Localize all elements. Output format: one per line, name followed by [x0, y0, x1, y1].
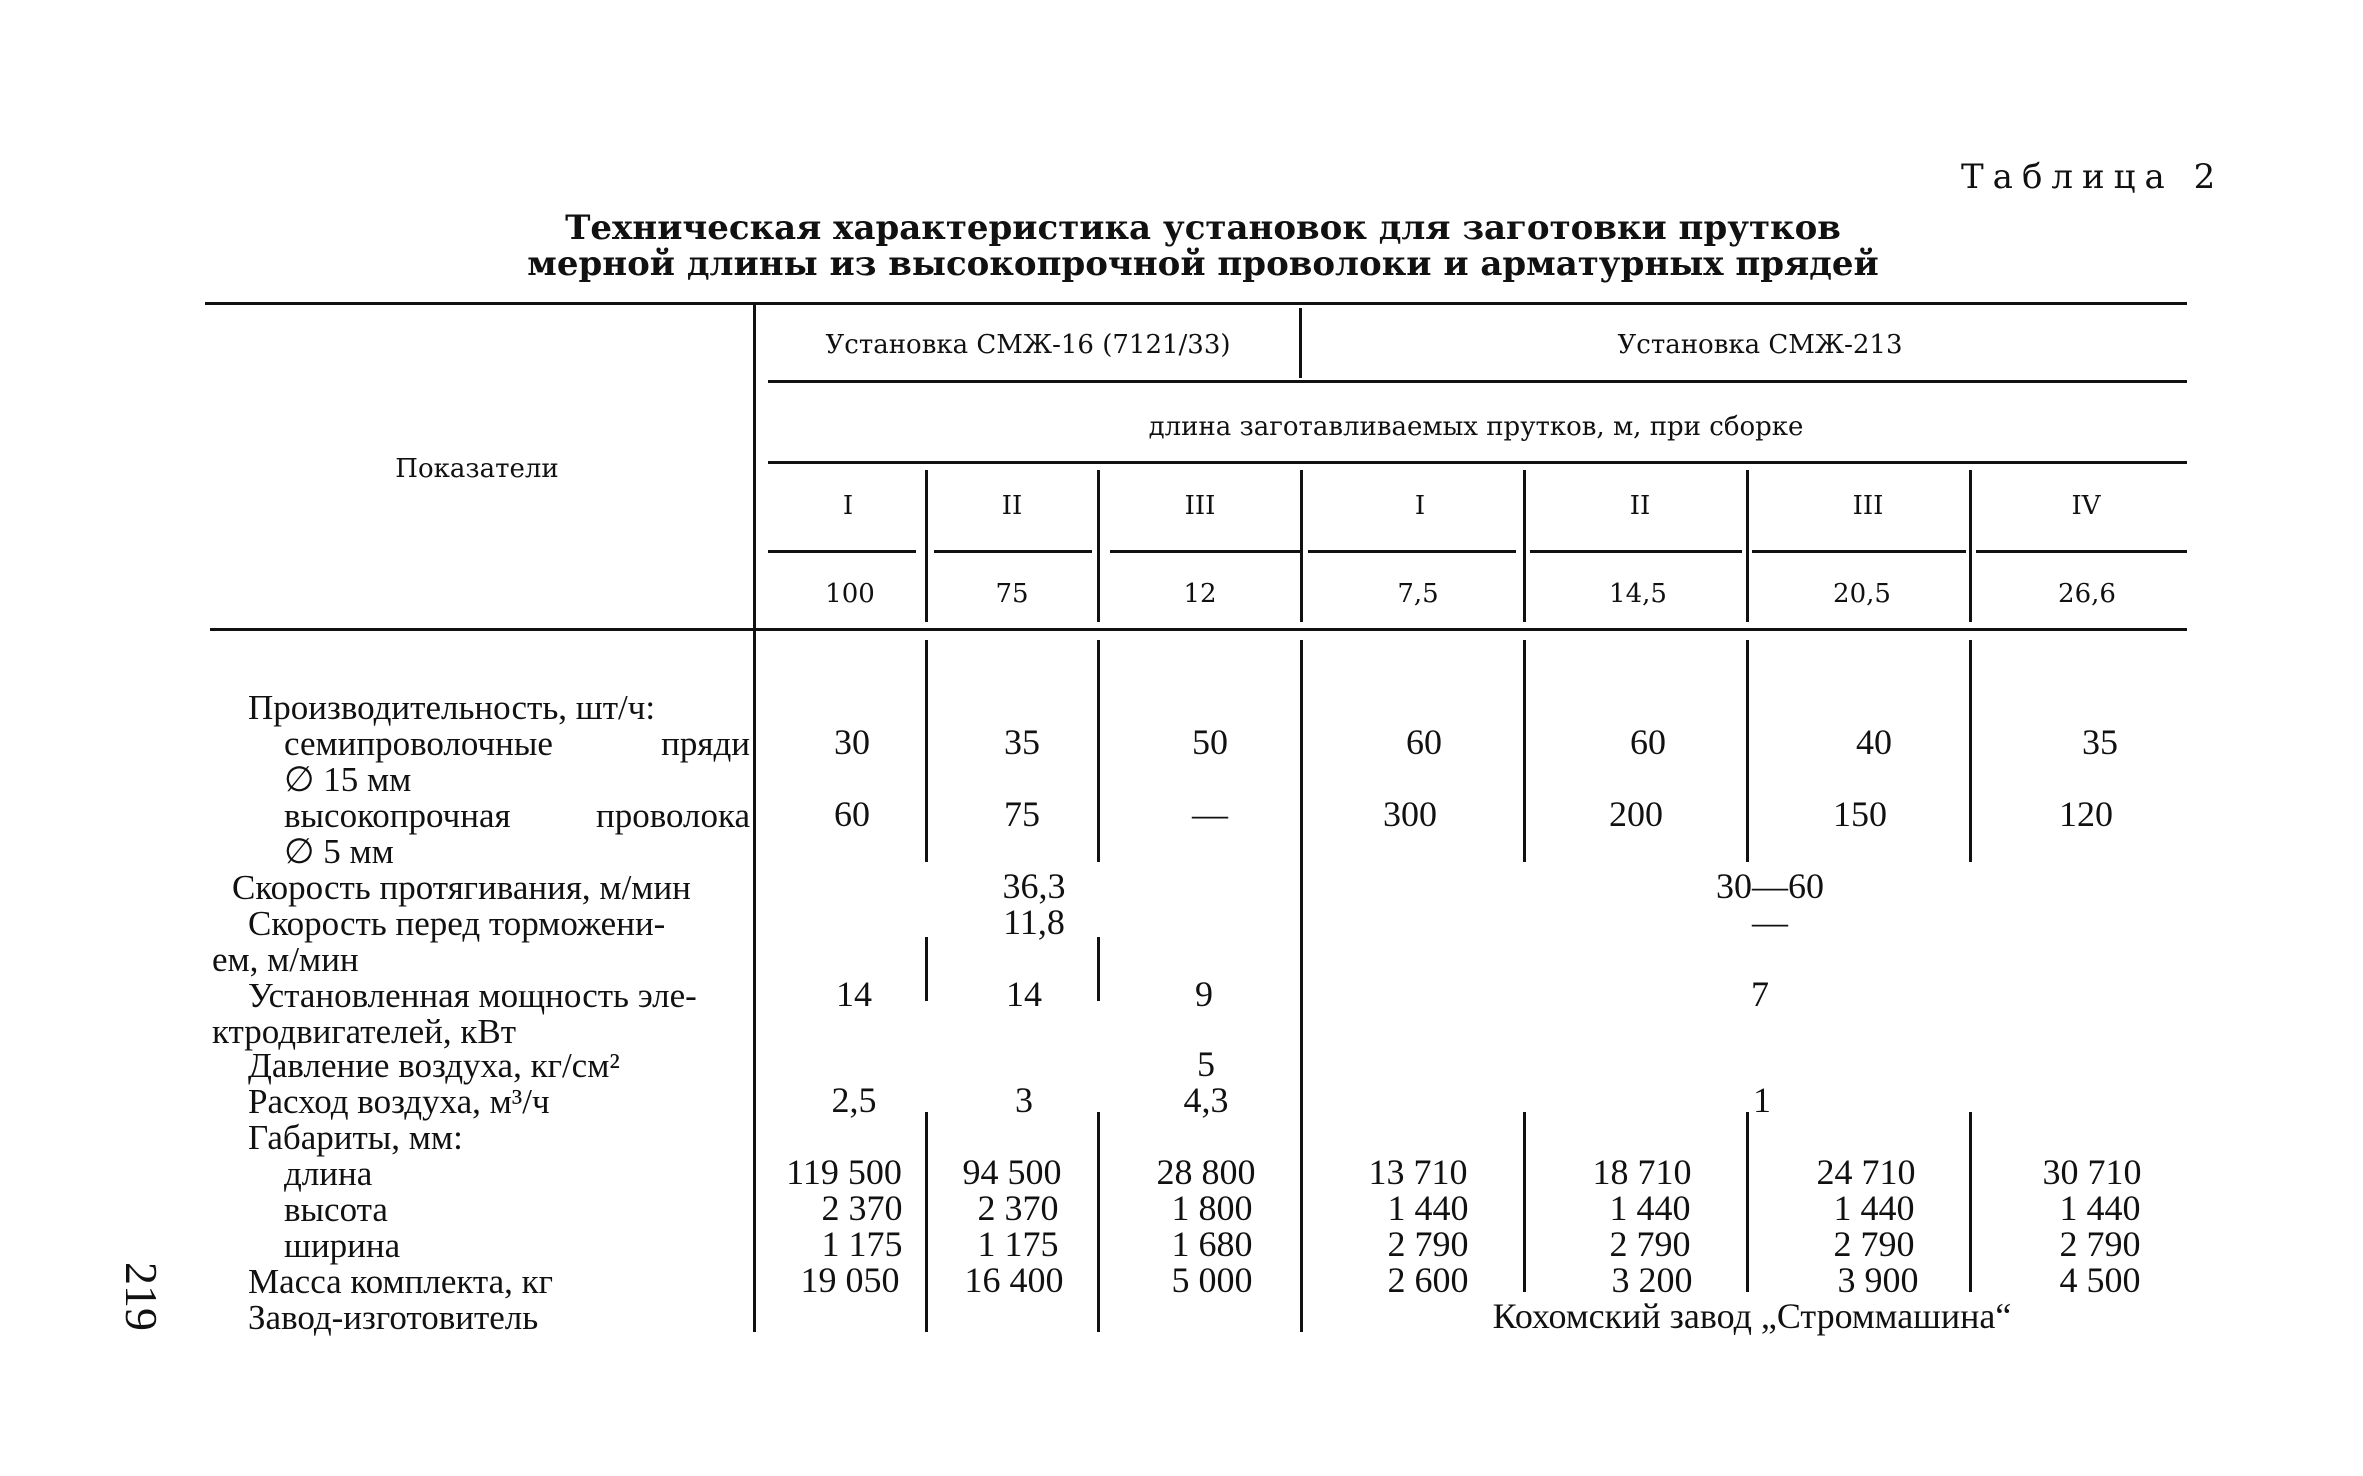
factory-label: Завод-изготовитель	[248, 1298, 539, 1337]
air-flow-smzh213: 1	[1753, 1080, 1771, 1120]
width-dim-value: 2 790	[1387, 1224, 1469, 1264]
length-dim-value: 94 500	[962, 1152, 1062, 1192]
length-value: 20,5	[1833, 579, 1891, 609]
body-divider-5-bot	[1746, 1112, 1749, 1292]
mass-value: 19 050	[800, 1260, 900, 1300]
length-row-label: длина	[284, 1154, 373, 1193]
length-value: 14,5	[1609, 579, 1667, 609]
mass-value: 3 900	[1837, 1260, 1919, 1300]
brake-speed-label-cont: ем, м/мин	[212, 940, 359, 979]
strand-label-end: пряди	[661, 724, 750, 763]
air-pressure-label: Давление воздуха, кг/см²	[248, 1046, 620, 1085]
air-flow-value: 4,3	[1183, 1080, 1229, 1120]
wire-value: 60	[834, 794, 870, 834]
length-dim-value: 119 500	[786, 1152, 902, 1192]
height-dim-value: 1 440	[1387, 1188, 1469, 1228]
air-pressure-value: 5	[1197, 1044, 1215, 1084]
body-divider-2-bot	[1097, 1112, 1100, 1332]
mass-label: Масса комплекта, кг	[248, 1262, 554, 1301]
width-dim-value: 2 790	[1609, 1224, 1691, 1264]
assembly-header: II	[1629, 491, 1651, 521]
length-dim-value: 13 710	[1368, 1152, 1468, 1192]
wire-value: 75	[1004, 794, 1040, 834]
mass-value: 5 000	[1171, 1260, 1253, 1300]
brake-speed-smzh213: —	[1752, 902, 1788, 942]
header-bottom-rule	[210, 628, 2187, 631]
wire-diameter-label: ∅ 5 мм	[284, 832, 394, 871]
brake-speed-smzh16: 11,8	[1003, 902, 1065, 942]
factory-value: Кохомский завод „Строммашина“	[1492, 1296, 2012, 1336]
width-dim-value: 1 175	[821, 1224, 903, 1264]
assembly-header: IV	[2071, 491, 2101, 521]
air-flow-label: Расход воздуха, м³/ч	[248, 1082, 550, 1121]
length-value: 100	[825, 579, 875, 609]
length-value: 75	[995, 579, 1029, 609]
header-divider-3	[1300, 470, 1303, 622]
height-row-label: высота	[284, 1190, 388, 1229]
length-dim-value: 18 710	[1592, 1152, 1692, 1192]
strand-value: 60	[1630, 722, 1666, 762]
strand-value: 50	[1192, 722, 1228, 762]
assembly-rule-6	[1752, 550, 1966, 553]
height-dim-value: 1 800	[1171, 1188, 1253, 1228]
assembly-rule-7	[1976, 550, 2187, 553]
length-subheader: длина заготавливаемых прутков, м, при сборке	[1148, 412, 1804, 442]
length-value: 26,6	[2058, 579, 2116, 609]
power-value: 14	[836, 974, 872, 1014]
group-divider-header	[1299, 308, 1302, 378]
length-dim-value: 24 710	[1816, 1152, 1916, 1192]
assembly-rule-2	[934, 550, 1092, 553]
strand-value: 35	[2082, 722, 2118, 762]
wire-label: высокопрочная	[284, 796, 511, 835]
assembly-header: III	[1852, 491, 1884, 521]
assembly-rule-4	[1308, 550, 1516, 553]
length-dim-value: 30 710	[2042, 1152, 2142, 1192]
strand-value: 30	[834, 722, 870, 762]
body-divider-6-top	[1969, 640, 1972, 862]
assembly-rule-3	[1110, 550, 1302, 553]
pull-speed-smzh16: 36,3	[1002, 866, 1066, 906]
body-group-divider	[1300, 640, 1303, 1332]
mass-value: 3 200	[1611, 1260, 1693, 1300]
body-divider-2-top	[1097, 640, 1100, 862]
assembly-header: I	[842, 491, 854, 521]
strand-label: семипроволочные	[284, 724, 553, 763]
body-divider-1-top	[925, 640, 928, 862]
strand-diameter-label: ∅ 15 мм	[284, 760, 412, 799]
mass-value: 16 400	[964, 1260, 1064, 1300]
header-divider-4	[1523, 470, 1526, 622]
mass-value: 4 500	[2059, 1260, 2141, 1300]
brake-speed-label: Скорость перед торможени-	[248, 904, 666, 943]
header-divider-6	[1969, 470, 1972, 622]
table-title-line-1: Техническая характеристика установок для заготовки прутков	[565, 208, 1841, 248]
body-divider-4-bot	[1523, 1112, 1526, 1292]
assembly-header: III	[1184, 491, 1216, 521]
dimensions-label: Габариты, мм:	[248, 1118, 463, 1157]
wire-value: 120	[2059, 794, 2113, 834]
body-divider-6-bot	[1969, 1112, 1972, 1292]
wire-value: 150	[1833, 794, 1887, 834]
length-value: 12	[1183, 579, 1217, 609]
length-dim-value: 28 800	[1156, 1152, 1256, 1192]
productivity-label: Производительность, шт/ч:	[248, 688, 656, 727]
power-value: 14	[1006, 974, 1042, 1014]
air-flow-value: 2,5	[831, 1080, 877, 1120]
table-title-line-2: мерной длины из высокопрочной проволоки и арматурных прядей	[527, 244, 1879, 284]
width-row-label: ширина	[284, 1226, 401, 1265]
strand-value: 35	[1004, 722, 1040, 762]
length-value: 7,5	[1397, 579, 1439, 609]
air-flow-value: 3	[1015, 1080, 1033, 1120]
power-label: Установленная мощность эле-	[248, 976, 697, 1015]
header-divider-5	[1746, 470, 1749, 622]
stub-column-rule	[753, 302, 756, 1332]
body-divider-2-mid	[1097, 937, 1100, 1001]
body-divider-5-top	[1746, 640, 1749, 862]
wire-value: 200	[1609, 794, 1663, 834]
pull-speed-label: Скорость протягивания, м/мин	[232, 868, 691, 907]
table-label: Таблица 2	[1961, 157, 2225, 197]
body-divider-4-top	[1523, 640, 1526, 862]
height-dim-value: 2 370	[977, 1188, 1059, 1228]
width-dim-value: 2 790	[1833, 1224, 1915, 1264]
assembly-header: I	[1414, 491, 1426, 521]
width-dim-value: 1 680	[1171, 1224, 1253, 1264]
height-dim-value: 2 370	[821, 1188, 903, 1228]
width-dim-value: 2 790	[2059, 1224, 2141, 1264]
wire-value: —	[1192, 794, 1228, 834]
indicators-header: Показатели	[395, 454, 559, 484]
strand-value: 40	[1856, 722, 1892, 762]
power-label-cont: ктродвигателей, кВт	[212, 1012, 517, 1051]
table-top-rule	[205, 302, 2187, 305]
group-header-rule	[768, 380, 2187, 383]
height-dim-value: 1 440	[1609, 1188, 1691, 1228]
width-dim-value: 1 175	[977, 1224, 1059, 1264]
body-divider-1-mid	[925, 937, 928, 1001]
assembly-rule-5	[1530, 550, 1742, 553]
power-value: 9	[1195, 974, 1213, 1014]
body-divider-1-bot	[925, 1112, 928, 1332]
height-dim-value: 1 440	[1833, 1188, 1915, 1228]
subheader-rule	[768, 461, 2187, 464]
wire-label-end: проволока	[595, 796, 750, 835]
assembly-header: II	[1001, 491, 1023, 521]
header-divider-1	[925, 470, 928, 622]
wire-value: 300	[1383, 794, 1437, 834]
header-divider-2	[1097, 470, 1100, 622]
group-header-smzh16: Установка СМЖ-16 (7121/33)	[825, 330, 1231, 360]
height-dim-value: 1 440	[2059, 1188, 2141, 1228]
group-header-smzh213: Установка СМЖ-213	[1617, 330, 1903, 360]
assembly-rule-1	[768, 550, 916, 553]
page-number: 219	[116, 1262, 167, 1331]
power-smzh213: 7	[1751, 974, 1769, 1014]
mass-value: 2 600	[1387, 1260, 1469, 1300]
pull-speed-smzh213: 30—60	[1716, 866, 1824, 906]
strand-value: 60	[1406, 722, 1442, 762]
